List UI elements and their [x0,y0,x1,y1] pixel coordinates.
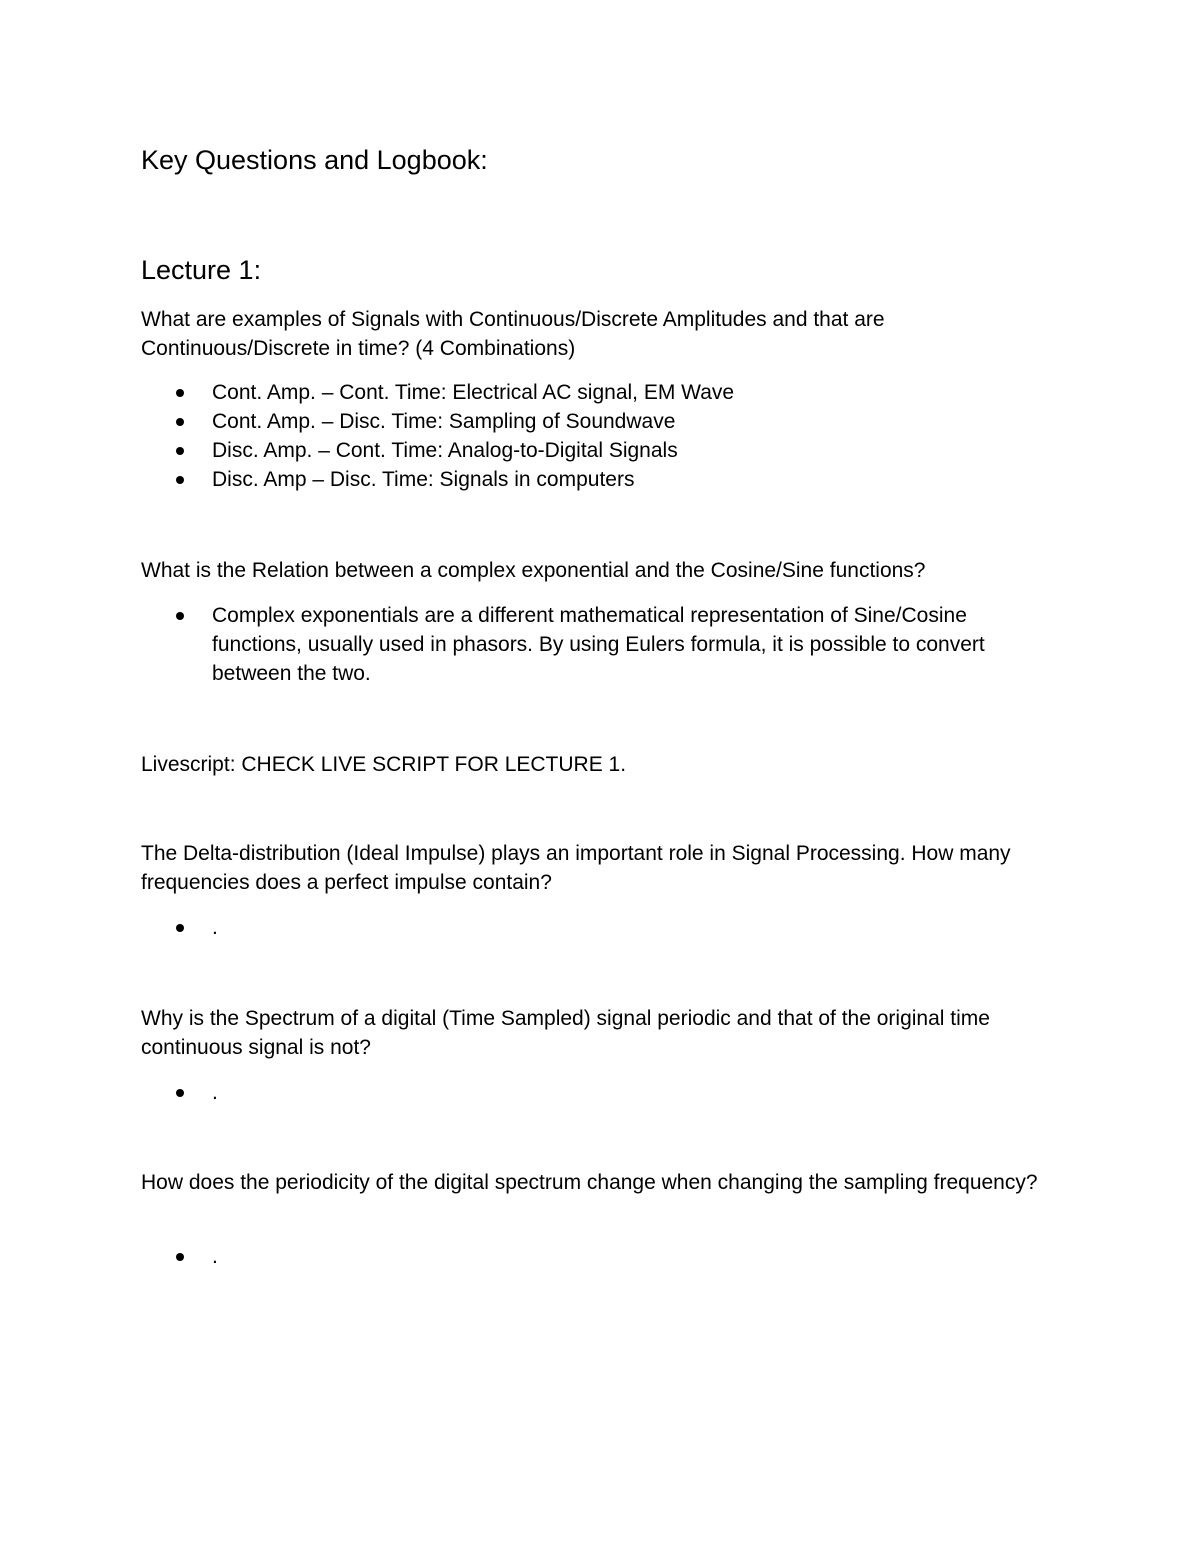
list-item [141,378,1071,407]
answer-text: . [212,916,218,939]
list-item [141,407,1071,436]
list-item [141,913,1071,942]
question-sampling-frequency: How does the periodicity of the digital spectrum change when changing the sampling frequency? [141,1171,1038,1194]
answer-text: . [212,1081,218,1104]
question-signal-types: What are examples of Signals with Continuous/Discrete Amplitudes and that are Continuous/Discrete in time? (4 Combinations) [141,308,885,360]
bullet-icon [176,1253,184,1261]
question-complex-exponential: What is the Relation between a complex exponential and the Cosine/Sine functions? [141,559,926,582]
question-spectrum-periodic: Why is the Spectrum of a digital (Time Sampled) signal periodic and that of the original time continuous signal is not? [141,1007,990,1059]
bullet-icon [176,612,184,620]
bullet-icon [176,447,184,455]
answer-text: Disc. Amp – Disc. Time: Signals in computers [212,468,635,491]
answer-text: Cont. Amp. – Disc. Time: Sampling of Soundwave [212,410,676,433]
answer-list-spectrum-periodic [141,1078,1071,1107]
list-item [141,1242,1071,1271]
list-item [141,465,1071,494]
document-title: Key Questions and Logbook: [141,145,488,175]
bullet-icon [176,924,184,932]
bullet-icon [176,1089,184,1097]
bullet-icon [176,389,184,397]
list-item [141,601,1071,688]
list-item [141,1078,1071,1107]
answer-text: Cont. Amp. – Cont. Time: Electrical AC signal, EM Wave [212,381,735,404]
answer-text: . [212,1245,218,1268]
answer-list-signal-types [141,378,1071,494]
answer-list-sampling-frequency [141,1242,1071,1271]
answer-text: Disc. Amp. – Cont. Time: Analog-to-Digital Signals [212,439,678,462]
question-delta-distribution: The Delta-distribution (Ideal Impulse) plays an important role in Signal Processing. How many frequencies does a perfect impulse contain? [141,842,1011,894]
list-item [141,436,1071,465]
answer-text: Complex exponentials are a different mathematical representation of Sine/Cosine functions, usually used in phasors. By using Eulers formula, it is possible to convert between the two. [212,604,985,685]
bullet-icon [176,476,184,484]
bullet-icon [176,418,184,426]
lecture-heading: Lecture 1: [141,255,262,285]
answer-list-delta-distribution [141,913,1071,942]
livescript-note: Livescript: CHECK LIVE SCRIPT FOR LECTURE 1. [141,753,627,776]
answer-list-complex-exponential [141,601,1071,688]
